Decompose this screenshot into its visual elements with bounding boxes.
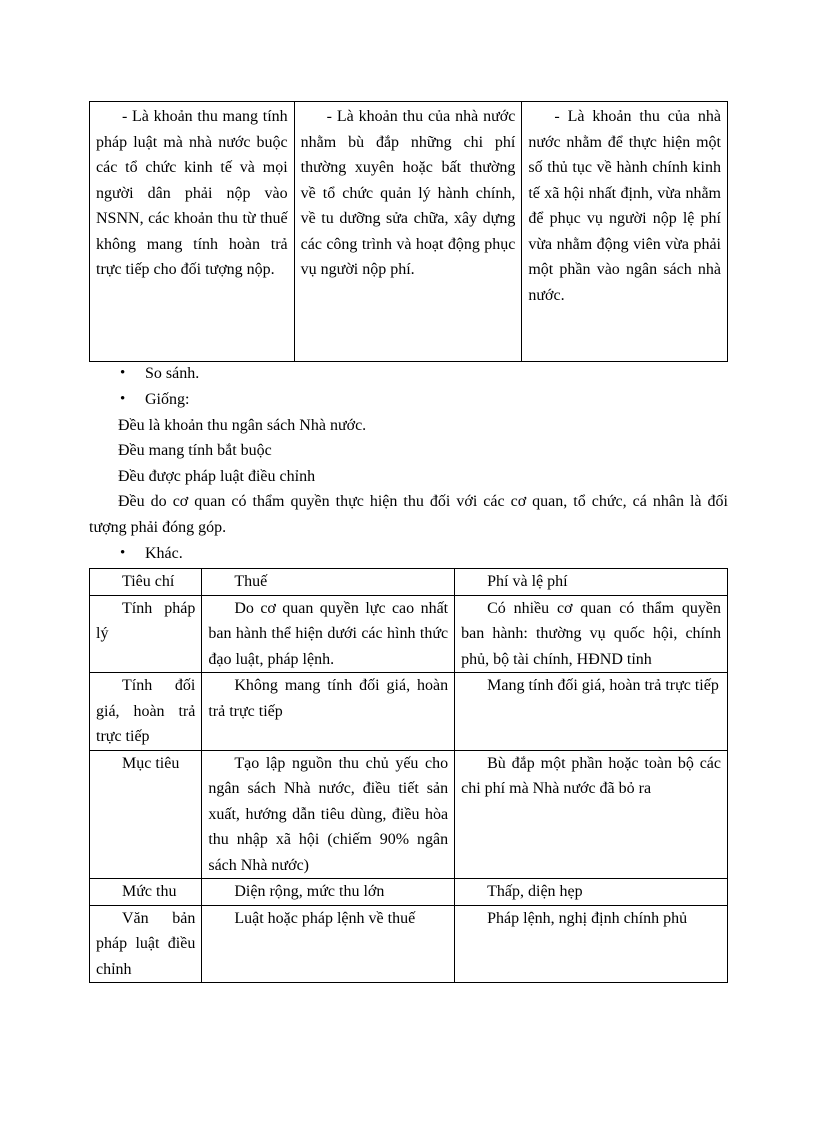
header-criteria: Tiêu chí — [90, 569, 202, 596]
criteria-cell: Mục tiêu — [90, 750, 202, 879]
table-row — [90, 673, 728, 751]
compare-bullets — [120, 361, 199, 412]
charge-definition-cell: - Là khoản thu của nhà nước nhằm để thực hiện một số thủ tục về hành chính kinh tế xã hội nhất định, vừa nhằm để phục vụ người nộp lệ phí vừa nhằm động viên vừa phải một phần vào ngân sách nhà nước. — [522, 102, 728, 362]
same-point: Đều được pháp luật điều chỉnh — [118, 468, 316, 485]
fee-cell: Mang tính đối giá, hoàn trả trực tiếp — [455, 673, 728, 751]
same-point: Đều là khoản thu ngân sách Nhà nước. — [118, 417, 367, 434]
fee-cell: Pháp lệnh, nghị định chính phủ — [455, 905, 728, 983]
header-fee: Phí và lệ phí — [455, 569, 728, 596]
table-row — [90, 750, 728, 879]
criteria-cell: Mức thu — [90, 879, 202, 906]
fee-definition-cell: - Là khoản thu của nhà nước nhằm bù đắp những chi phí thường xuyên hoặc bất thường về tổ chức quản lý hành chính, về tu dưỡng sửa chữa, xây dựng các công trình và hoạt động phục vụ người nộp phí. — [294, 102, 522, 362]
bullet-compare: • So sánh. — [120, 361, 199, 387]
table-row — [90, 102, 728, 362]
fee-cell: Bù đắp một phần hoặc toàn bộ các chi phí mà Nhà nước đã bỏ ra — [455, 750, 728, 879]
definition-table — [89, 101, 728, 362]
tax-cell: Do cơ quan quyền lực cao nhất ban hành thể hiện dưới các hình thức đạo luật, pháp lệnh. — [202, 595, 455, 673]
table-row — [90, 879, 728, 906]
table-header-row — [90, 569, 728, 596]
fee-cell: Có nhiều cơ quan có thẩm quyền ban hành: thường vụ quốc hội, chính phủ, bộ tài chính, HĐND tỉnh — [455, 595, 728, 673]
fee-cell: Thấp, diện hẹp — [455, 879, 728, 906]
tax-cell: Tạo lập nguồn thu chủ yếu cho ngân sách Nhà nước, điều tiết sản xuất, hướng dẫn tiêu dùng, điều hòa thu nhập xã hội (chiếm 90% ngân sách Nhà nước) — [202, 750, 455, 879]
criteria-cell: Tính pháp lý — [90, 595, 202, 673]
criteria-cell: Văn bản pháp luật điều chỉnh — [90, 905, 202, 983]
header-tax: Thuế — [202, 569, 455, 596]
table-row — [90, 595, 728, 673]
criteria-cell: Tính đối giá, hoàn trả trực tiếp — [90, 673, 202, 751]
comparison-table — [89, 568, 728, 983]
same-point: Đều do cơ quan có thẩm quyền thực hiện thu đối với các cơ quan, tổ chức, cá nhân là đối tượng phải đóng góp. — [89, 493, 728, 536]
tax-definition-cell: - Là khoản thu mang tính pháp luật mà nhà nước buộc các tổ chức kinh tế và mọi người dân phải nộp vào NSNN, các khoản thu từ thuế không mang tính hoàn trả trực tiếp cho đối tượng nộp. — [90, 102, 295, 362]
tax-cell: Luật hoặc pháp lệnh về thuế — [202, 905, 455, 983]
diff-bullets — [120, 541, 183, 567]
same-point: Đều mang tính bắt buộc — [118, 442, 272, 459]
table-row — [90, 905, 728, 983]
tax-cell: Diện rộng, mức thu lớn — [202, 879, 455, 906]
bullet-diff: • Khác. — [120, 541, 183, 567]
bullet-same: • Giống: — [120, 387, 199, 413]
tax-cell: Không mang tính đối giá, hoàn trả trực tiếp — [202, 673, 455, 751]
